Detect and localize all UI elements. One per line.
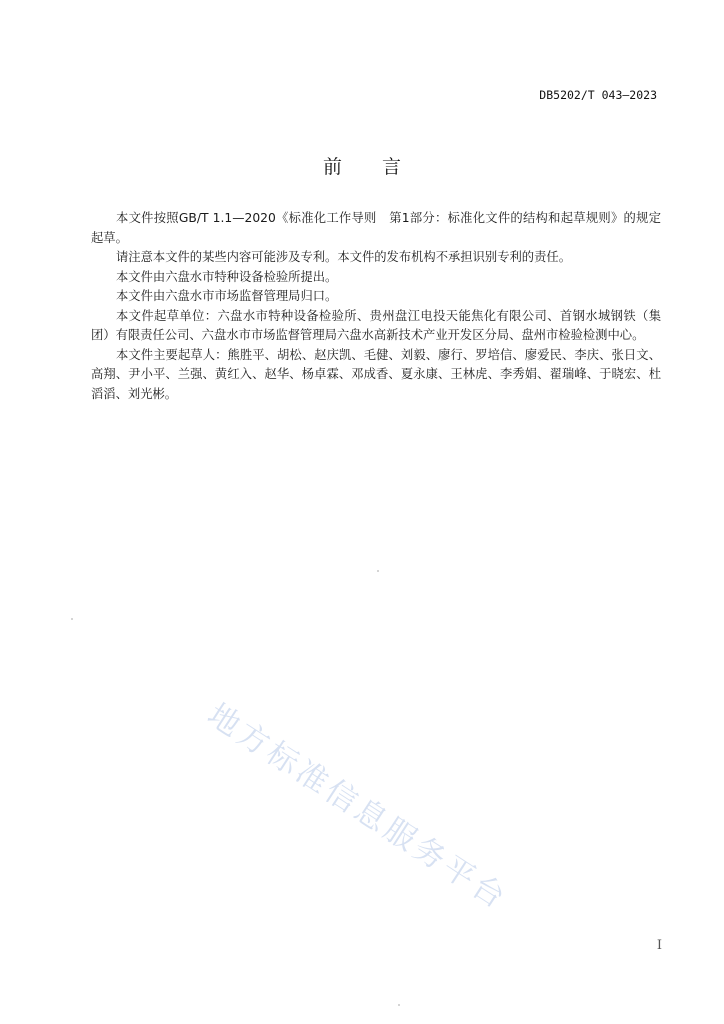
paragraph-drafting-rules: 本文件按照GB/T 1.1—2020《标准化工作导则 第1部分：标准化文件的结构和起草规则》的规定起草。 — [91, 211, 661, 245]
scan-speck — [71, 618, 73, 620]
watermark: 地方标准信息服务平台 — [201, 696, 515, 918]
page-number: I — [656, 938, 662, 953]
standard-code: DB5202/T 043—2023 — [539, 88, 657, 102]
paragraph-drafting-units: 本文件起草单位：六盘水市特种设备检验所、贵州盘江电投天能焦化有限公司、首钢水城钢铁（集团）有限责任公司、六盘水市市场监督管理局六盘水高新技术产业开发区分局、盘州市检验检测中心。 — [91, 308, 661, 342]
paragraph-patent-notice: 请注意本文件的某些内容可能涉及专利。本文件的发布机构不承担识别专利的责任。 — [116, 250, 571, 264]
page-title — [0, 152, 724, 179]
scan-speck — [377, 570, 379, 572]
title-char-2: 言 — [382, 156, 402, 178]
paragraph-proposer: 本文件由六盘水市特种设备检验所提出。 — [116, 269, 338, 284]
title-char-1: 前 — [322, 156, 342, 178]
scan-speck — [398, 1004, 400, 1006]
foreword-body — [91, 209, 661, 404]
paragraph-administrator: 本文件由六盘水市市场监督管理局归口。 — [116, 289, 338, 303]
paragraph-drafters: 本文件主要起草人：熊胜平、胡松、赵庆凯、毛健、刘毅、廖行、罗培信、廖爱民、李庆、张日文、高翔、尹小平、兰强、黄红入、赵华、杨卓霖、邓成香、夏永康、王林虎、李秀娟、翟瑞峰、于晓宏、杜滔滔、刘光彬。 — [91, 347, 661, 401]
